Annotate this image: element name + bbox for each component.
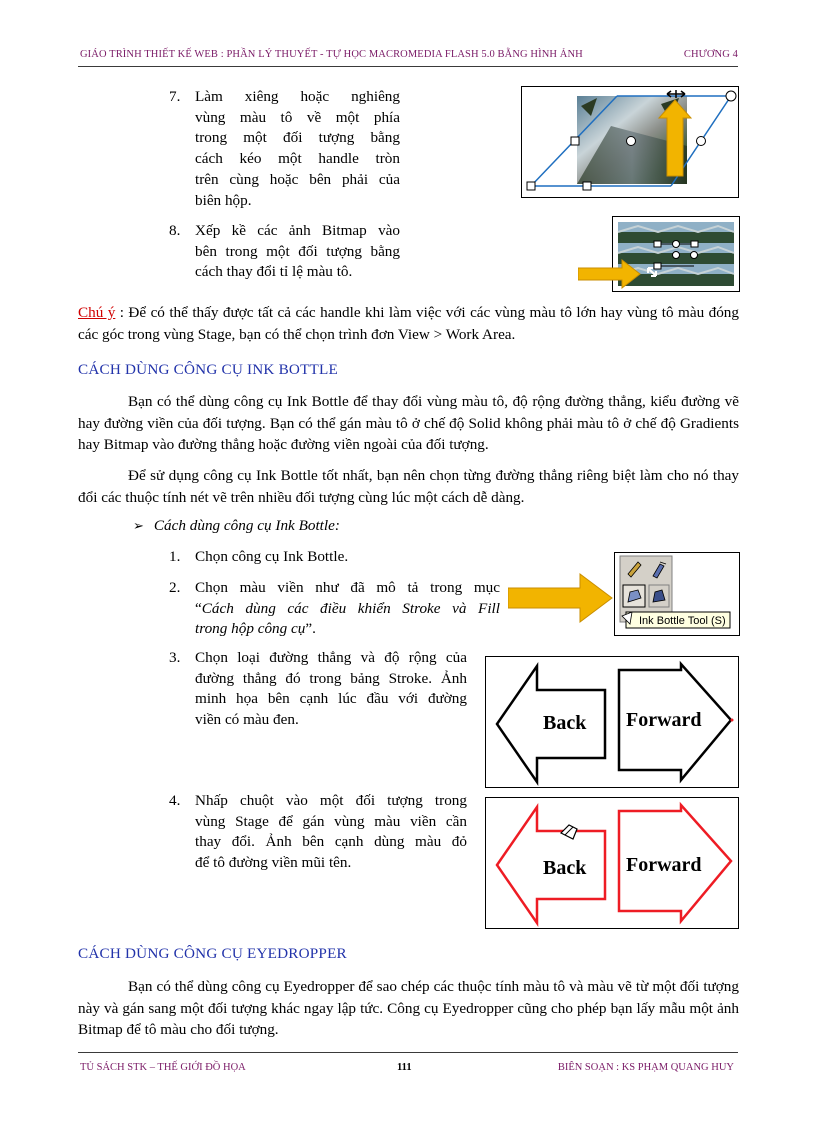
ink-step-3-line: Chọn loại đường thẳng và độ rộng của <box>195 649 467 666</box>
ink-step-1-text: Chọn công cụ Ink Bottle. <box>195 548 349 565</box>
skew-cursor-icon <box>667 90 685 98</box>
round-handle <box>697 137 706 146</box>
pointer-arrow <box>508 574 612 622</box>
back-arrow-label: Back <box>543 857 587 879</box>
toolbox-figure <box>508 552 740 636</box>
step-7-line: Làm xiêng hoặc nghiêng <box>195 88 400 105</box>
step-8-text <box>195 221 400 283</box>
skew-fill-figure <box>521 86 739 198</box>
step-7-line: vùng màu tô về một phía <box>195 108 400 126</box>
corner-handle <box>527 182 535 190</box>
step-7-line: biên hộp. <box>195 191 252 209</box>
ink-step-2-line: Chọn màu viền như đã mô tả trong mục <box>195 579 500 596</box>
ink-bottle-heading: CÁCH DÙNG CÔNG CỤ INK BOTTLE <box>78 361 338 378</box>
subheading-text: Cách dùng công cụ Ink Bottle: <box>153 517 340 534</box>
open-quote: “ <box>195 599 202 617</box>
footer-rule <box>78 1052 738 1053</box>
red-dot <box>731 719 734 722</box>
back-arrow-label: Back <box>543 712 587 734</box>
corner-handle <box>583 182 591 190</box>
step-8-line: bên trong một đối tượng bằng <box>195 242 400 260</box>
ink-step-2-line <box>195 599 500 620</box>
bullet-arrow-icon: ➢ <box>133 518 144 533</box>
step-7-line: trong một đối tượng bằng <box>195 129 400 147</box>
running-header-title: GIÁO TRÌNH THIẾT KẾ WEB : PHẦN LÝ THUYẾT - TỰ HỌC MACROMEDIA FLASH 5.0 BẰNG HÌNH ẢNH <box>80 49 583 60</box>
eyedropper-heading: CÁCH DÙNG CÔNG CỤ EYEDROPPER <box>78 945 347 962</box>
running-header-chapter: CHƯƠNG 4 <box>683 49 738 60</box>
ink-step-4-number: 4. <box>169 792 181 809</box>
step-8-line: cách thay đổi tỉ lệ màu tô. <box>195 263 353 281</box>
ink-step-1-number: 1. <box>169 548 181 565</box>
ink-step-4-text <box>195 791 467 874</box>
step-8-line: Xếp kề các ảnh Bitmap vào <box>195 222 400 239</box>
ink-step-2-italic: trong hộp công cụ <box>195 620 306 638</box>
step-7-line: trên cùng hoặc bên phải của <box>195 170 400 188</box>
footer-series: TỦ SÁCH STK – THẾ GIỚI ĐỒ HỌA <box>80 1062 246 1073</box>
round-handle <box>673 241 680 248</box>
ink-step-4-line: để tô đường viền mũi tên. <box>195 854 352 872</box>
footer-author: BIÊN SOẠN : KS PHẠM QUANG HUY <box>557 1062 734 1073</box>
square-handle <box>654 241 661 247</box>
round-handle <box>673 252 680 259</box>
ink-step-3-line: viền có màu đen. <box>195 711 299 729</box>
close-quote: ”. <box>305 620 316 638</box>
forward-arrow-label: Forward <box>626 709 702 731</box>
round-handle <box>726 91 736 101</box>
ink-step-2-text <box>195 578 500 640</box>
ink-step-4-line: thay đổi. Ảnh bên cạnh dùng màu đỏ <box>195 833 467 851</box>
ink-step-2-number: 2. <box>169 579 181 596</box>
header-rule <box>78 66 738 67</box>
center-handle <box>627 137 636 146</box>
note-text: : Để có thể thấy được tất cả các handle khi làm việc với các vùng màu tô lớn hay vùng tô màu đóng các góc trong vùng Stage, bạn có thể chọn trình đơn View > Work Area. <box>78 304 739 343</box>
ink-bottle-para-1: Bạn có thể dùng công cụ Ink Bottle để thay đổi vùng màu tô, độ rộng đường thẳng, kiểu đường vẽ hay đường viền của đối tượng. Bạn có thể gán màu tô ở chế độ Solid không phải màu tô ở chế độ Gradients hay Bitmap vào đường thẳng hoặc đường viền ngoài của đối tượng. <box>78 393 739 453</box>
side-handle <box>571 137 579 145</box>
note-label: Chú ý <box>78 304 116 321</box>
black-arrows-figure <box>485 656 739 788</box>
ink-step-4-line: Nhấp chuột vào một đối tượng trong <box>195 792 467 809</box>
round-handle <box>691 252 698 259</box>
ink-bottle-para-2: Để sử dụng công cụ Ink Bottle tốt nhất, bạn nên chọn từng đường thẳng riêng biệt làm cho nó thay đổi các thuộc tính nét vẽ trên nhiều đối tượng cùng lúc một cách dễ dàng. <box>78 467 739 506</box>
tooltip-text: Ink Bottle Tool (S) <box>639 615 726 627</box>
ink-step-3-line: đường thẳng đó trong bảng Stroke. Ảnh <box>195 669 467 687</box>
ink-step-4-line: vùng Stage để gán vùng màu viền cần <box>195 812 467 830</box>
tile-bitmap-figure <box>578 216 740 292</box>
ink-step-3-text <box>195 648 467 731</box>
step-8-number: 8. <box>169 222 181 239</box>
page-number: 111 <box>397 1062 412 1073</box>
ink-step-2-line <box>195 619 500 640</box>
step-7-number: 7. <box>169 88 181 105</box>
ink-step-3-line: minh họa bên cạnh lúc đầu với đường <box>195 690 467 708</box>
square-handle <box>654 263 661 269</box>
ink-step-2-italic: Cách dùng các điều khiển Stroke và Fill <box>201 599 500 617</box>
note-paragraph <box>78 302 739 345</box>
ink-step-3-number: 3. <box>169 649 181 666</box>
ink-bottle-subheading <box>133 517 340 535</box>
red-arrows-figure <box>485 797 739 929</box>
forward-arrow-label: Forward <box>626 854 702 876</box>
step-7-line: cách kéo một handle tròn <box>195 150 400 168</box>
square-handle <box>691 241 698 247</box>
step-7-text <box>195 87 400 211</box>
eyedropper-para: Bạn có thể dùng công cụ Eyedropper để sao chép các thuộc tính màu tô và màu vẽ từ một đối tượng này và gán sang một đối tượng khác ngay lập tức. Công cụ Eyedropper cũng cho phép bạn lấy mẫu một ảnh Bitmap để tô màu cho đối tượng. <box>78 978 739 1038</box>
